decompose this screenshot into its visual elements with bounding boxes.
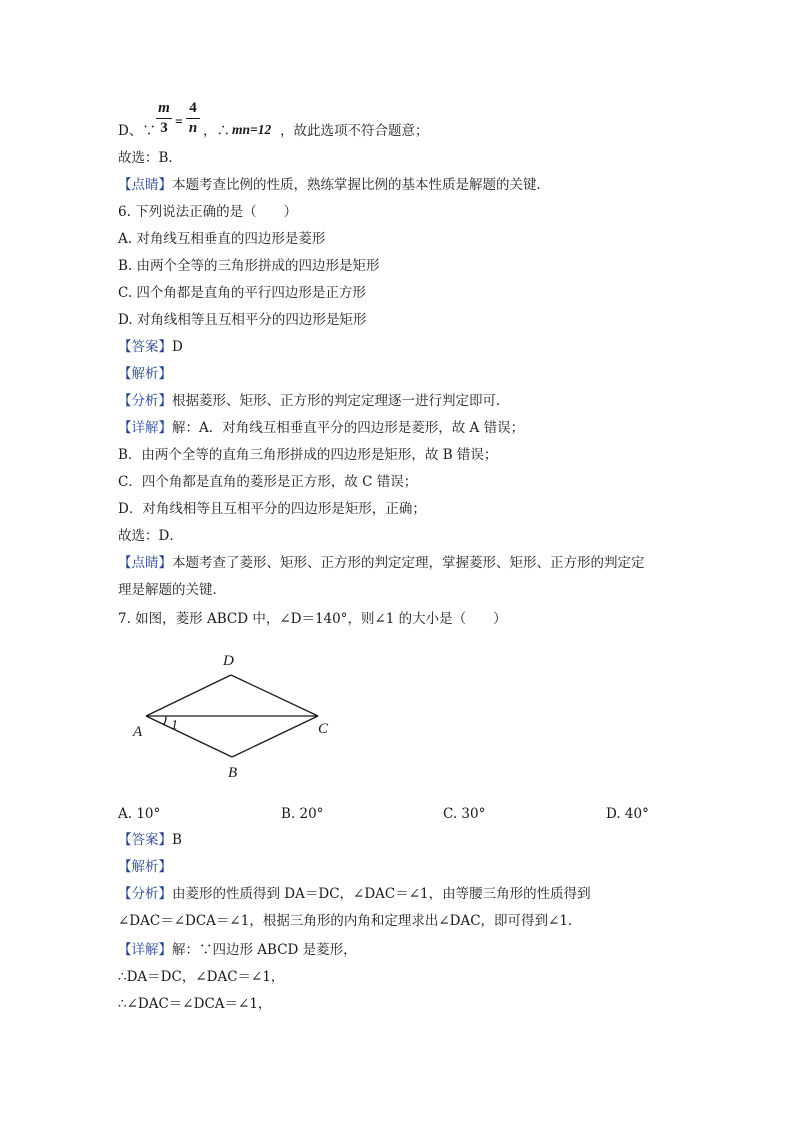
q7-options <box>118 804 678 824</box>
detail-6: 【详解】解：A．对角线互相垂直平分的四边形是菱形，故 A 错误； <box>118 420 525 436</box>
vertex-label-b: B <box>228 765 238 781</box>
vertex-label-a: A <box>133 724 143 740</box>
q6-option-b: B. 由两个全等的三角形拼成的四边形是矩形 <box>118 258 380 274</box>
detail-6-b: B．由两个全等的直角三角形拼成的四边形是矩形，故 B 错误； <box>118 447 498 463</box>
comment-6-cont: 理是解题的关键． <box>118 582 226 598</box>
q7-option-b: B. 20° <box>281 806 324 822</box>
edge-cb <box>232 716 318 757</box>
d-option-suffix: ，故此选项不符合题意； <box>280 123 429 139</box>
question-6: 6. 下列说法正确的是（ ） <box>118 204 298 220</box>
q7-option-a: A. 10° <box>118 806 161 822</box>
detail-7-l2: ∴DA＝DC，∠DAC＝∠1， <box>118 969 285 985</box>
q7-option-d: D. 40° <box>606 806 649 822</box>
analysis-header-7: 【解析】 <box>118 859 172 875</box>
fraction-m-over-3: m 3 <box>156 100 172 137</box>
d-option-prefix: D、∵ <box>118 123 156 139</box>
detail-7: 【详解】解：∵四边形 ABCD 是菱形， <box>118 942 357 958</box>
analysis-header-6: 【解析】 <box>118 366 172 382</box>
vertex-label-d: D <box>223 653 234 669</box>
equals-sign: = <box>175 114 183 129</box>
q6-option-a: A. 对角线互相垂直的四边形是菱形 <box>118 231 326 247</box>
detail-6-c: C．四个角都是直角的菱形是正方形，故 C 错误； <box>118 474 418 490</box>
mn-expression: mn=12 <box>232 122 272 137</box>
select-answer-5: 故选：B． <box>118 150 182 166</box>
answer-7: 【答案】B <box>118 832 182 848</box>
q6-option-d: D. 对角线相等且互相平分的四边形是矩形 <box>118 312 367 328</box>
angle-label-1: 1 <box>171 718 178 733</box>
select-answer-6: 故选：D． <box>118 528 183 544</box>
detail-7-l3: ∴∠DAC＝∠DCA＝∠1， <box>118 996 272 1012</box>
fraction-4-over-n: 4 n <box>186 100 200 137</box>
question-7: 7. 如图，菱形 ABCD 中，∠D＝140°，则∠1 的大小是（ ） <box>118 611 507 627</box>
edge-ba <box>146 716 232 757</box>
therefore-text: ，∴ <box>203 123 230 139</box>
comment-6: 【点睛】本题考查了菱形、矩形、正方形的判定定理，掌握菱形、矩形、正方形的判定定 <box>118 555 645 571</box>
q7-option-c: C. 30° <box>443 806 486 822</box>
edge-dc <box>231 675 318 716</box>
analysis-7-cont: ∠DAC＝∠DCA＝∠1，根据三角形的内角和定理求出∠DAC，即可得到∠1． <box>118 913 582 929</box>
comment-5: 【点睛】本题考查比例的性质，熟练掌握比例的基本性质是解题的关键． <box>118 177 550 193</box>
vertex-label-c: C <box>318 721 329 737</box>
q6-option-c: C. 四个角都是直角的平行四边形是正方形 <box>118 285 366 301</box>
analysis-7: 【分析】由菱形的性质得到 DA＝DC，∠DAC＝∠1，由等腰三角形的性质得到 <box>118 886 591 902</box>
rhombus-figure <box>120 645 350 785</box>
edge-ad <box>146 675 231 716</box>
analysis-6: 【分析】根据菱形、矩形、正方形的判定定理逐一进行判定即可． <box>118 393 510 409</box>
detail-6-d: D．对角线相等且互相平分的四边形是矩形，正确； <box>118 501 426 517</box>
answer-6: 【答案】D <box>118 339 183 355</box>
